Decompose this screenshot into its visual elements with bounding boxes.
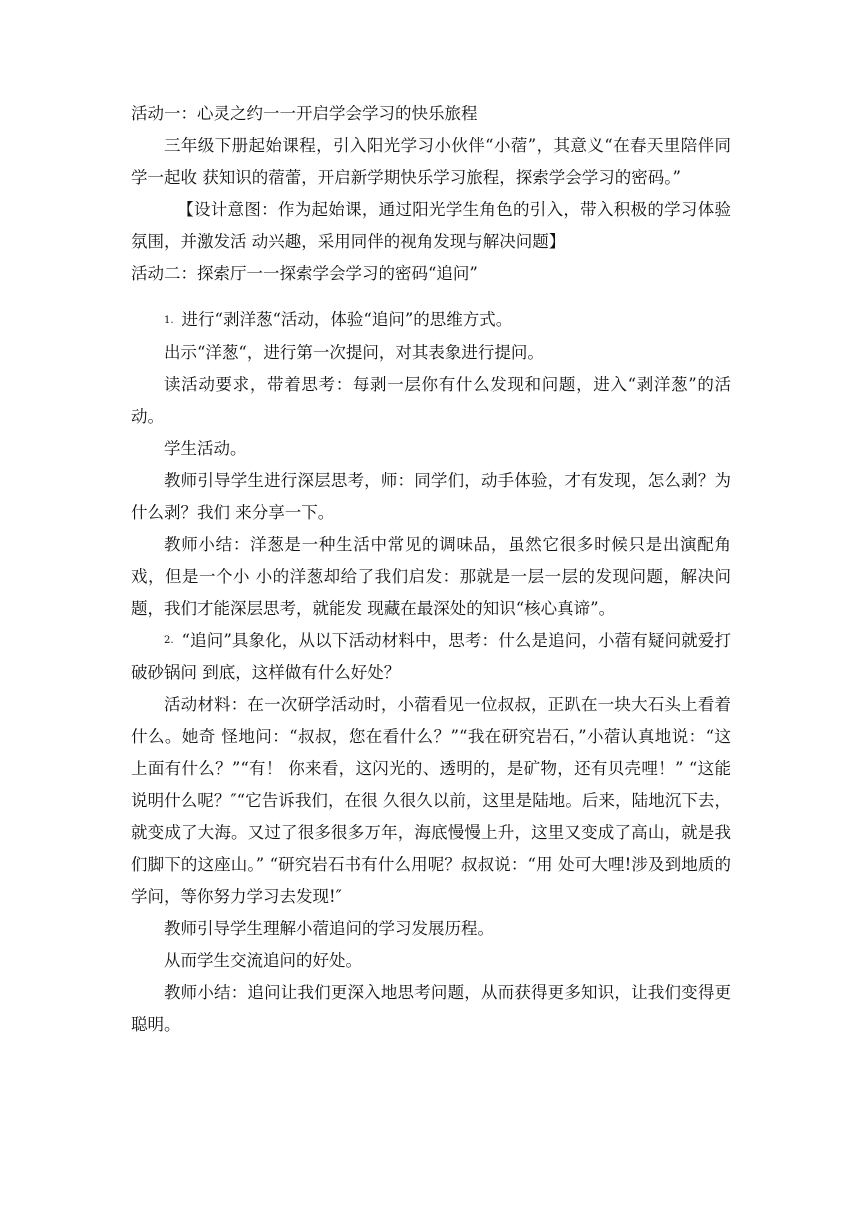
step2-text: “追问”具象化，从以下活动材料中，思考：什么是追问，小蓿有疑问就爱打破砂锅问 到底，这样做有什么好处？ [131,630,731,682]
step1-number: 1. [164,314,174,326]
activity2-step1 [131,304,731,337]
document-body [131,98,731,1041]
paragraph-teacher-summary-questioning: 教师小结：追问让我们更深入地思考问题，从而获得更多知识，让我们变得更聪明。 [131,983,731,1034]
activity1-intro: 三年级下册起始课程，引入阳光学习小伙伴“小蓿”，其意义“在春天里陪伴同学一起收 获知识的蓿蕾，开启新学期快乐学习旅程，探索学会学习的密码。” [131,136,731,187]
paragraph-teacher-guide-2: 教师引导学生理解小蓿追问的学习发展历程。 [164,919,494,938]
paragraph-student-exchange: 从而学生交流追问的好处。 [164,951,362,970]
activity1-heading: 活动一：心灵之约一一开启学会学习的快乐旅程 [131,104,478,123]
paragraph-read-requirements: 读活动要求，带着思考：每剥一层你有什么发现和问题，进入“剥洋葱”的活动。 [131,374,731,426]
activity2-heading: 活动二：探索厅一一探索学会学习的密码“追问” [131,264,478,283]
step1-text: 进行“剥洋葱“活动，体验“追问”的思维方式。 [181,310,513,329]
paragraph-teacher-guide: 教师引导学生进行深层思考，师：同学们，动手体验，才有发现，怎么剥？为什么剥？我们 来分享一下。 [131,470,731,522]
activity2-step2 [131,625,731,690]
paragraph-show-onion: 出示“洋葱“，进行第一次提问，对其表象进行提问。 [164,342,544,362]
paragraph-activity-material: 活动材料：在一次研学活动时，小蓿看见一位叔叔，正趴在一块大石头上看着什么。她奇 怪地问：“叔叔，您在看什么？”“我在研究岩石，”小蓿认真地说：“这上面有什么？”“有！ 你来看，这闪光的、透明的，是矿物，还有贝壳哩！” “这能说明什么呢？″“它告诉我们，在很 久很久以前，这里是陆地。后来，陆地沉下去，就变成了大海。又过了很多很多万年，海底慢慢上升，这里又变成了高山，就是我们脚下的这座山。” “研究岩石书有什么用呢？叔叔说：“用 处可大哩!涉及到地质的学问，等你努力学习去发现!″ [131,695,731,906]
activity1-design-intent: 【设计意图：作为起始课，通过阳光学生角色的引入，带入积极的学习体验氛围，并激发活 动兴趣，采用同伴的视角发现与解决问题】 [131,200,731,251]
paragraph-teacher-summary-onion: 教师小结：洋葱是一种生活中常见的调味品，虽然它很多时候只是出演配角戏，但是一个小 小的洋葱却给了我们启发：那就是一层一层的发现问题，解决问题，我们才能深层思考，就能发 现藏在最深处的知识“核心真谛”。 [131,534,731,618]
paragraph-student-activity: 学生活动。 [164,438,247,458]
step2-number: 2. [164,635,174,646]
